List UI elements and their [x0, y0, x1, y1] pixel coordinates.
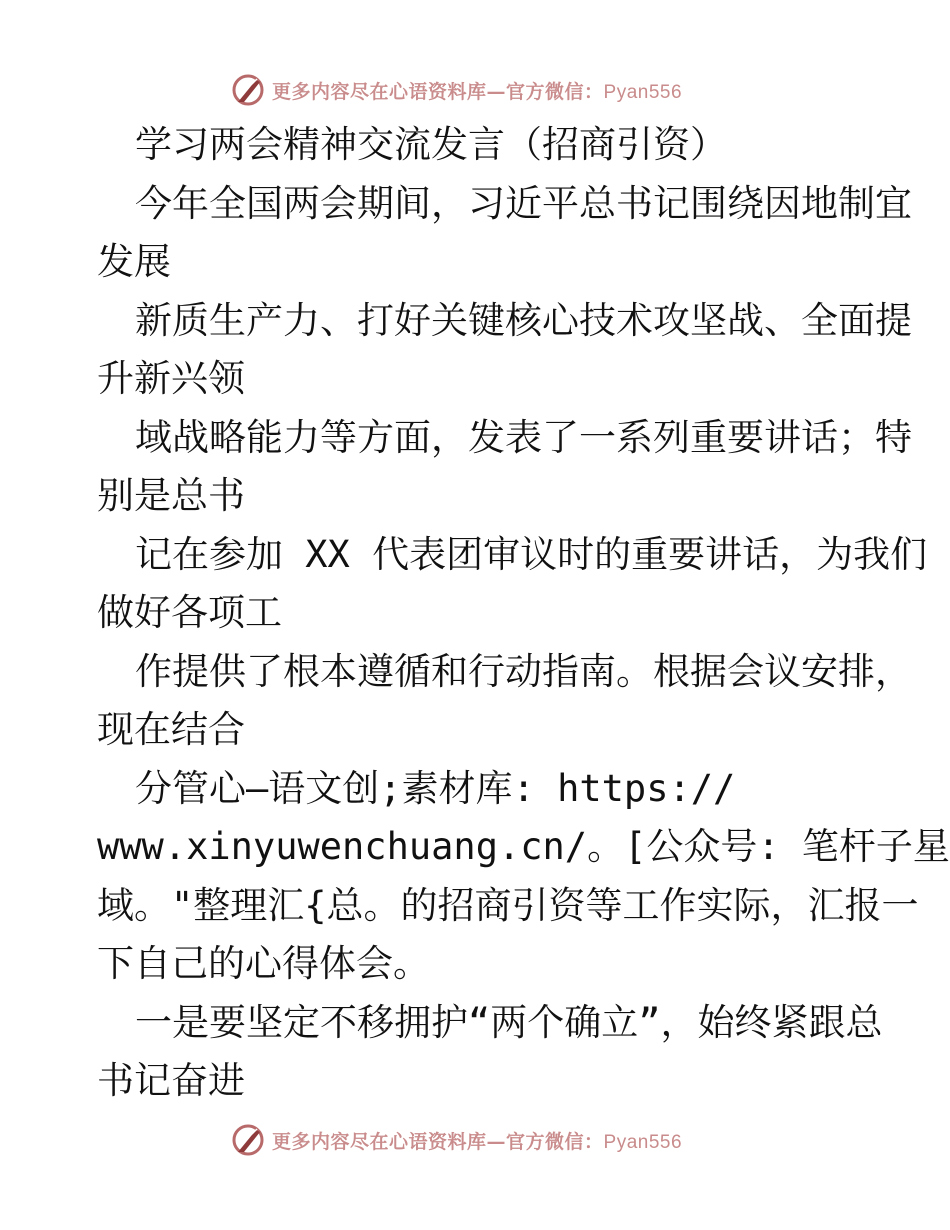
watermark-separator: —	[486, 80, 507, 103]
document-line: 现在结合	[97, 708, 245, 751]
document-line: 做好各项工	[97, 591, 282, 634]
document-line: 升新兴领	[97, 357, 245, 400]
document-line: www.xinyuwenchuang.cn/。[公众号: 笔杆子星	[97, 825, 950, 868]
document-line: 下自己的心得体会。	[97, 942, 430, 985]
watermark-wechat-label: 官方微信：	[506, 1130, 604, 1153]
watermark-text	[272, 1127, 682, 1154]
document-line: 发展	[97, 240, 171, 283]
footer-watermark	[230, 1120, 750, 1160]
document-line: 别是总书	[97, 474, 245, 517]
watermark-separator: —	[486, 1130, 507, 1153]
header-watermark	[230, 70, 750, 110]
document-line: 域。"整理汇{总。的招商引资等工作实际，汇报一	[97, 883, 919, 927]
document-body	[97, 116, 950, 1111]
document-line: 新质生产力、打好关键核心技术攻坚战、全面提	[135, 298, 912, 342]
quill-logo-icon	[230, 72, 266, 108]
document-line: 学习两会精神交流发言（招商引资）	[135, 123, 727, 166]
watermark-account: Pyan556	[603, 81, 683, 103]
document-line: 域战略能力等方面，发表了一系列重要讲话；特	[135, 415, 912, 459]
quill-logo-icon	[230, 1122, 266, 1158]
watermark-wechat-label: 官方微信：	[506, 80, 604, 103]
watermark-slogan: 更多内容尽在心语资料库	[272, 80, 487, 103]
document-line: 今年全国两会期间，习近平总书记围绕因地制宜	[135, 181, 912, 225]
document-line: 分管心—语文创;素材库: https://	[135, 766, 736, 810]
document-line: 记在参加 XX 代表团审议时的重要讲话，为我们	[135, 532, 928, 576]
document-line: 书记奋进	[97, 1059, 245, 1102]
document-line: 一是要坚定不移拥护“两个确立”，始终紧跟总	[135, 1000, 883, 1044]
document-line: 作提供了根本遵循和行动指南。根据会议安排，	[135, 649, 912, 693]
watermark-text	[272, 77, 682, 104]
watermark-account: Pyan556	[603, 1131, 683, 1153]
watermark-slogan: 更多内容尽在心语资料库	[272, 1130, 487, 1153]
